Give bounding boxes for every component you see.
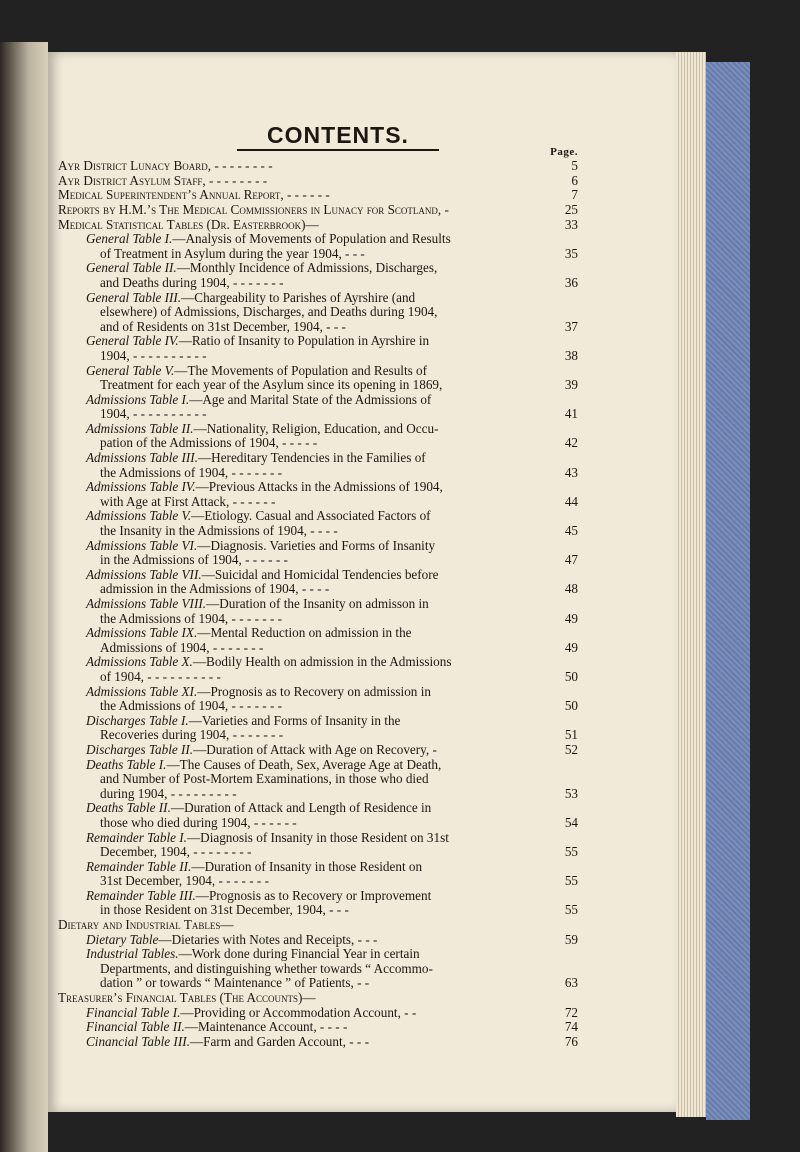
toc-entry-lead: Financial Table II.	[86, 1019, 185, 1035]
toc-page-number: 59	[564, 931, 578, 947]
toc-entry-text: —Farm and Garden Account, - - -	[189, 1033, 369, 1049]
toc-entry-lead: General Table IV.	[86, 333, 179, 349]
toc-page-number: 55	[564, 873, 578, 889]
toc-page-number: 50	[564, 668, 578, 684]
toc-list	[58, 159, 578, 1049]
toc-entry-lead: Cinancial Table III.	[86, 1033, 190, 1049]
page-title: CONTENTS.	[98, 128, 578, 143]
toc-page-number: 51	[564, 727, 578, 743]
toc-entry-lead: Admissions Table X.	[86, 654, 193, 670]
toc-entry-continuation: Recoveries during 1904, - - - - - - -	[100, 727, 284, 743]
toc-entry-continuation: the Admissions of 1904, - - - - - - -	[100, 698, 283, 714]
toc-page-number: 47	[564, 552, 578, 568]
toc-entry-text: —Duration of the Insanity on admisson in	[206, 596, 429, 611]
toc-entry-lead: Admissions Table VIII.	[86, 596, 207, 611]
toc-entry-lead: Industrial Tables.	[86, 946, 179, 962]
toc-entry-continuation: during 1904, - - - - - - - - -	[100, 785, 237, 801]
toc-entry-lead: Dietary Table	[86, 931, 159, 947]
toc-entry-text: —Bodily Health on admission in the Admissions	[192, 654, 452, 670]
toc-entry-continuation: December, 1904, - - - - - - - -	[100, 844, 252, 860]
toc-page-number: 52	[564, 741, 578, 757]
toc-entry-text: —Prognosis as to Recovery on admission in	[197, 683, 431, 699]
toc-entry-text: Ayr District Asylum Staff, - - - - - - - -	[58, 172, 268, 188]
toc-page-number: 38	[564, 347, 578, 363]
toc-entry-text: —Hereditary Tendencies in the Families of	[197, 450, 426, 466]
toc-entry-text: —Age and Marital State of the Admissions of	[189, 391, 432, 407]
toc-entry-text: Treasurer’s Financial Tables (The Accounts)—	[58, 990, 316, 1006]
book-cover-edge	[0, 42, 48, 1152]
toc-entry	[58, 291, 578, 335]
toc-entry-lead: Admissions Table III.	[86, 450, 198, 466]
toc-entry-text: —Previous Attacks in the Admissions of 1904,	[195, 479, 443, 495]
toc-entry-lead: Admissions Table IV.	[86, 479, 196, 495]
toc-entry	[58, 261, 578, 290]
toc-page-number: 25	[564, 201, 578, 217]
toc-entry-text: —Monthly Incidence of Admissions, Discharges,	[176, 260, 438, 276]
toc-entry-text: —Ratio of Insanity to Population in Ayrshire in	[178, 333, 430, 349]
toc-entry-lead: Admissions Table XI.	[86, 683, 198, 699]
toc-entry-lead: Admissions Table I.	[86, 391, 190, 407]
toc-entry-continuation: and Deaths during 1904, - - - - - - -	[100, 274, 284, 290]
page-column-header: Page.	[550, 145, 578, 158]
toc-page-number: 44	[564, 493, 578, 509]
toc-entry-continuation: elsewhere) of Admissions, Discharges, and Deaths during 1904,	[100, 304, 438, 320]
toc-page-number: 76	[564, 1033, 578, 1049]
toc-entry	[58, 422, 578, 451]
toc-entry-continuation: of Treatment in Asylum during the year 1904, - - -	[100, 245, 365, 261]
blue-cover-board	[706, 62, 750, 1120]
toc-entry	[58, 568, 578, 597]
toc-entry	[58, 933, 578, 948]
toc-page-number: 39	[564, 377, 578, 393]
toc-entry-text: —Duration of Attack and Length of Residence in	[170, 800, 432, 816]
toc-page-number: 54	[564, 814, 578, 830]
toc-entry-lead: Remainder Table I.	[86, 829, 187, 845]
toc-entry	[58, 1006, 578, 1021]
toc-entry	[58, 918, 578, 933]
toc-page-number: 53	[564, 785, 578, 801]
toc-entry-continuation: Admissions of 1904, - - - - - - -	[100, 639, 264, 655]
toc-page-number: 72	[564, 1004, 578, 1020]
toc-entry-text: —Analysis of Movements of Population and Results	[172, 231, 451, 247]
toc-entry-lead: Discharges Table I.	[86, 712, 189, 728]
toc-entry-continuation: in those Resident on 31st December, 1904, - - -	[100, 902, 349, 918]
toc-page-number: 49	[564, 610, 578, 626]
toc-entry	[58, 743, 578, 758]
contents-page	[58, 122, 578, 1049]
toc-entry-lead: General Table III.	[86, 289, 182, 305]
toc-entry	[58, 539, 578, 568]
toc-entry-lead: Admissions Table IX.	[86, 625, 198, 641]
toc-entry-text: Dietary and Industrial Tables—	[58, 917, 234, 933]
toc-entry-lead: Remainder Table II.	[86, 858, 192, 874]
toc-entry	[58, 801, 578, 830]
toc-entry-lead: Admissions Table II.	[86, 420, 194, 436]
toc-entry	[58, 831, 578, 860]
toc-entry-lead: Admissions Table VII.	[86, 566, 202, 582]
toc-entry-text: —Diagnosis. Varieties and Forms of Insanity	[197, 537, 436, 553]
toc-page-number: 5	[571, 158, 578, 174]
toc-entry	[58, 626, 578, 655]
toc-entry-continuation: 1904, - - - - - - - - - -	[100, 347, 207, 363]
toc-entry-continuation: with Age at First Attack, - - - - - -	[100, 493, 276, 509]
toc-entry-continuation: Departments, and distinguishing whether towards “ Accommo-	[100, 960, 433, 976]
toc-entry-continuation: dation ” or towards “ Maintenance ” of Patients, - -	[100, 975, 370, 991]
toc-page-number: 7	[571, 187, 578, 203]
toc-entry-text: Medical Superintendent’s Annual Report, - - - - - -	[58, 187, 330, 203]
toc-entry	[58, 947, 578, 991]
toc-entry-text: —Duration of Insanity in those Resident on	[191, 858, 423, 874]
toc-entry-text: Ayr District Lunacy Board, - - - - - - - -	[58, 158, 273, 174]
toc-entry-text: —Work done during Financial Year in certain	[178, 946, 420, 962]
toc-entry	[58, 203, 578, 218]
toc-entry	[58, 1035, 578, 1050]
toc-entry-continuation: those who died during 1904, - - - - - -	[100, 814, 297, 830]
toc-page-number: 55	[564, 902, 578, 918]
toc-entry-text: —Chargeability to Parishes of Ayrshire (and	[181, 289, 416, 305]
toc-entry-lead: Admissions Table V.	[86, 508, 192, 524]
toc-entry-lead: Remainder Table III.	[86, 887, 196, 903]
toc-page-number: 74	[564, 1019, 578, 1035]
toc-entry	[58, 860, 578, 889]
toc-entry-text: —Etiology. Casual and Associated Factors of	[191, 508, 431, 524]
toc-entry-text: —Prognosis as to Recovery or Improvement	[195, 887, 432, 903]
toc-entry-text: —Varieties and Forms of Insanity in the	[188, 712, 401, 728]
toc-entry-continuation: the Admissions of 1904, - - - - - - -	[100, 610, 283, 626]
toc-entry	[58, 188, 578, 203]
toc-entry	[58, 480, 578, 509]
toc-entry	[58, 714, 578, 743]
toc-entry	[58, 393, 578, 422]
toc-entry-continuation: the Admissions of 1904, - - - - - - -	[100, 464, 283, 480]
toc-page-number: 36	[564, 274, 578, 290]
toc-entry-continuation: pation of the Admissions of 1904, - - - - -	[100, 435, 318, 451]
toc-entry	[58, 758, 578, 802]
toc-entry-text: Medical Statistical Tables (Dr. Easterbrook)—	[58, 216, 319, 232]
toc-entry	[58, 364, 578, 393]
toc-entry-lead: Deaths Table I.	[86, 756, 167, 772]
toc-entry	[58, 655, 578, 684]
toc-entry-lead: General Table I.	[86, 231, 173, 247]
toc-entry-continuation: 31st December, 1904, - - - - - - -	[100, 873, 270, 889]
toc-page-number: 45	[564, 523, 578, 539]
toc-entry	[58, 232, 578, 261]
toc-entry-continuation: Treatment for each year of the Asylum since its opening in 1869,	[100, 377, 443, 393]
toc-page-number: 35	[564, 245, 578, 261]
toc-page-number: 33	[564, 216, 578, 232]
toc-page-number: 41	[564, 406, 578, 422]
toc-entry-text: —Diagnosis of Insanity in those Resident on 31st	[186, 829, 449, 845]
toc-entry-continuation: of 1904, - - - - - - - - - -	[100, 668, 221, 684]
toc-entry-continuation: admission in the Admissions of 1904, - - - -	[100, 581, 330, 597]
toc-page-number: 55	[564, 844, 578, 860]
toc-entry-text: —The Causes of Death, Sex, Average Age at Death,	[166, 756, 442, 772]
toc-entry-text: —Nationality, Religion, Education, and Occu-	[193, 420, 439, 436]
toc-entry-text: Reports by H.M.’s The Medical Commissioners in Lunacy for Scotland, -	[58, 201, 449, 217]
toc-page-number: 49	[564, 639, 578, 655]
toc-entry-continuation: and of Residents on 31st December, 1904, - - -	[100, 318, 346, 334]
toc-entry-continuation: in the Admissions of 1904, - - - - - -	[100, 552, 288, 568]
toc-entry	[58, 991, 578, 1006]
toc-entry	[58, 159, 578, 174]
toc-entry-text: —Providing or Accommodation Account, - -	[180, 1004, 417, 1020]
toc-page-number: 43	[564, 464, 578, 480]
toc-entry-continuation: the Insanity in the Admissions of 1904, - - - -	[100, 523, 338, 539]
toc-entry	[58, 1020, 578, 1035]
toc-entry	[58, 509, 578, 538]
toc-entry-text: —Dietaries with Notes and Receipts, - - -	[158, 931, 378, 947]
toc-entry-text: —The Movements of Population and Results of	[174, 362, 428, 378]
toc-entry	[58, 334, 578, 363]
toc-entry-lead: General Table II.	[86, 260, 177, 276]
toc-entry-lead: Discharges Table II.	[86, 741, 194, 757]
toc-page-number: 37	[564, 318, 578, 334]
toc-entry-lead: Admissions Table VI.	[86, 537, 198, 553]
toc-page-number: 48	[564, 581, 578, 597]
toc-entry-lead: General Table V.	[86, 362, 175, 378]
toc-entry-lead: Financial Table I.	[86, 1004, 181, 1020]
toc-page-number: 6	[571, 172, 578, 188]
toc-entry	[58, 174, 578, 189]
toc-page-number: 42	[564, 435, 578, 451]
toc-entry-text: —Mental Reduction on admission in the	[197, 625, 412, 641]
toc-page-number: 50	[564, 698, 578, 714]
toc-entry-continuation: 1904, - - - - - - - - - -	[100, 406, 207, 422]
toc-entry-lead: Deaths Table II.	[86, 800, 171, 816]
toc-entry	[58, 889, 578, 918]
toc-page-number: 63	[564, 975, 578, 991]
toc-entry	[58, 685, 578, 714]
page-edges	[676, 52, 706, 1117]
toc-entry-continuation: and Number of Post-Mortem Examinations, in those who died	[100, 771, 429, 787]
toc-entry-text: —Duration of Attack with Age on Recovery, -	[193, 741, 437, 757]
toc-entry-text: —Maintenance Account, - - - -	[184, 1019, 348, 1035]
toc-entry	[58, 451, 578, 480]
toc-entry-text: —Suicidal and Homicidal Tendencies before	[201, 566, 439, 582]
toc-entry	[58, 218, 578, 233]
toc-entry	[58, 597, 578, 626]
